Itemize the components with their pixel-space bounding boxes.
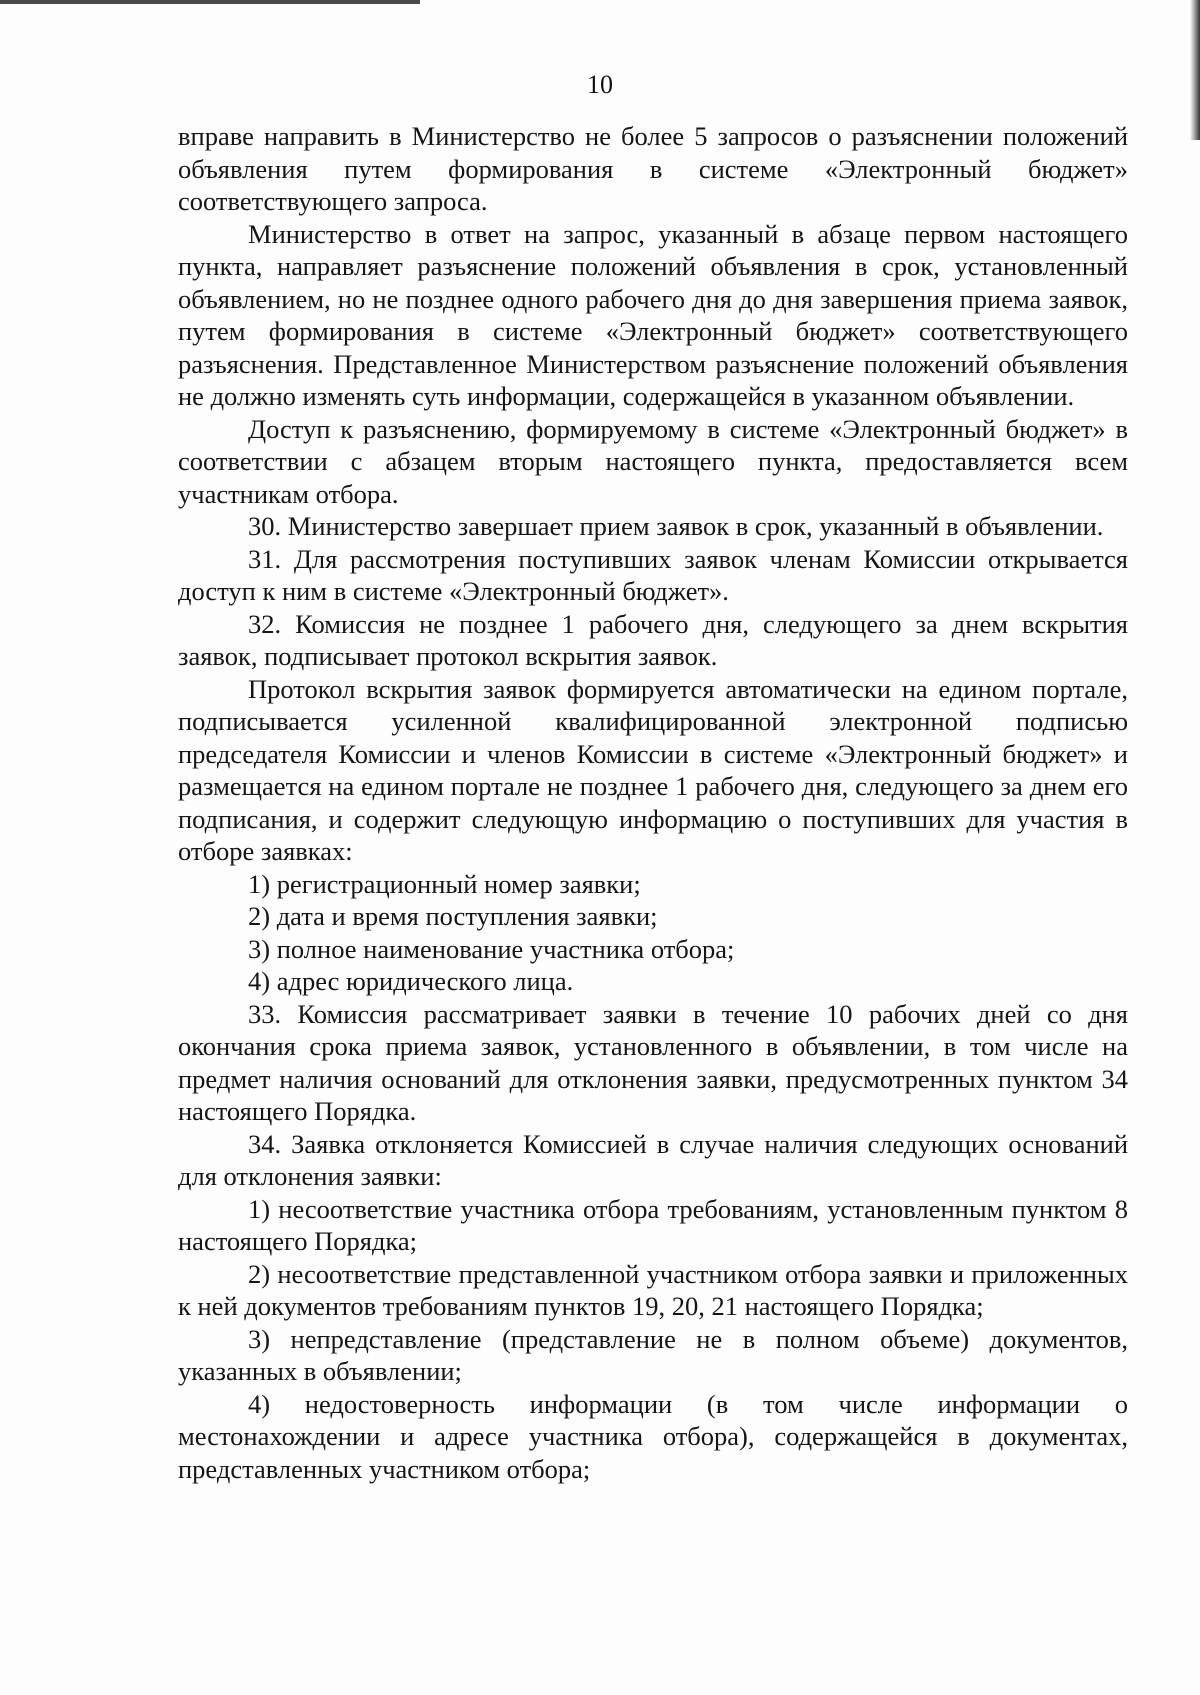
- list-item: 4) недостоверность информации (в том числе информации о местонахождении и адресе участника отбора), содержащейся в документах, представленных участником отбора;: [178, 1388, 1128, 1484]
- document-body: [178, 120, 1128, 1485]
- scan-edge-top: [0, 0, 420, 4]
- paragraph: Министерство в ответ на запрос, указанный в абзаце первом настоящего пункта, направляет разъяснение положений объявления в срок, установленный объявлением, но не позднее одного рабочего дня до дня завершения приема заявок, путем формирования в системе «Электронный бюджет» соответствующего разъяснения. Представленное Министерством разъяснение положений объявления не должно изменять суть информации, содержащейся в указанном объявлении.: [178, 218, 1128, 411]
- paragraph: 31. Для рассмотрения поступивших заявок членам Комиссии открывается доступ к ним в системе «Электронный бюджет».: [178, 543, 1128, 606]
- list-item: 2) дата и время поступления заявки;: [248, 901, 658, 931]
- paragraph: Доступ к разъяснению, формируемому в системе «Электронный бюджет» в соответствии с абзацем вторым настоящего пункта, предоставляется всем участникам отбора.: [178, 413, 1128, 509]
- list-item: 1) несоответствие участника отбора требованиям, установленным пунктом 8 настоящего Порядка;: [178, 1193, 1128, 1256]
- page-number: 10: [587, 70, 613, 99]
- list-item: 2) несоответствие представленной участником отбора заявки и приложенных к ней документов требованиям пунктов 19, 20, 21 настоящего Порядка;: [178, 1258, 1128, 1321]
- paragraph: 33. Комиссия рассматривает заявки в течение 10 рабочих дней со дня окончания срока приема заявок, установленного в объявлении, в том числе на предмет наличия оснований для отклонения заявки, предусмотренных пунктом 34 настоящего Порядка.: [178, 998, 1128, 1126]
- list-item: 3) полное наименование участника отбора;: [248, 933, 735, 964]
- list-item: 4) адрес юридического лица.: [248, 966, 574, 996]
- list-item: 1) регистрационный номер заявки;: [248, 868, 641, 899]
- paragraph-continuation: вправе направить в Министерство не более 5 запросов о разъяснении положений объявления путем формирования в системе «Электронный бюджет» соответствующего запроса.: [178, 121, 1128, 216]
- paragraph: 32. Комиссия не позднее 1 рабочего дня, следующего за днем вскрытия заявок, подписывает протокол вскрытия заявок.: [178, 608, 1128, 671]
- paragraph: 34. Заявка отклоняется Комиссией в случае наличия следующих оснований для отклонения заявки:: [178, 1128, 1128, 1191]
- paragraph: Протокол вскрытия заявок формируется автоматически на едином портале, подписывается усиленной квалифицированной электронной подписью председателя Комиссии и членов Комиссии в системе «Электронный бюджет» и размещается на едином портале не позднее 1 рабочего дня, следующего за днем его подписания, и содержит следующую информацию о поступивших для участия в отборе заявках:: [178, 673, 1128, 866]
- paragraph: 30. Министерство завершает прием заявок в срок, указанный в объявлении.: [248, 511, 1104, 541]
- list-item: 3) непредставление (представление не в полном объеме) документов, указанных в объявлении;: [178, 1323, 1128, 1386]
